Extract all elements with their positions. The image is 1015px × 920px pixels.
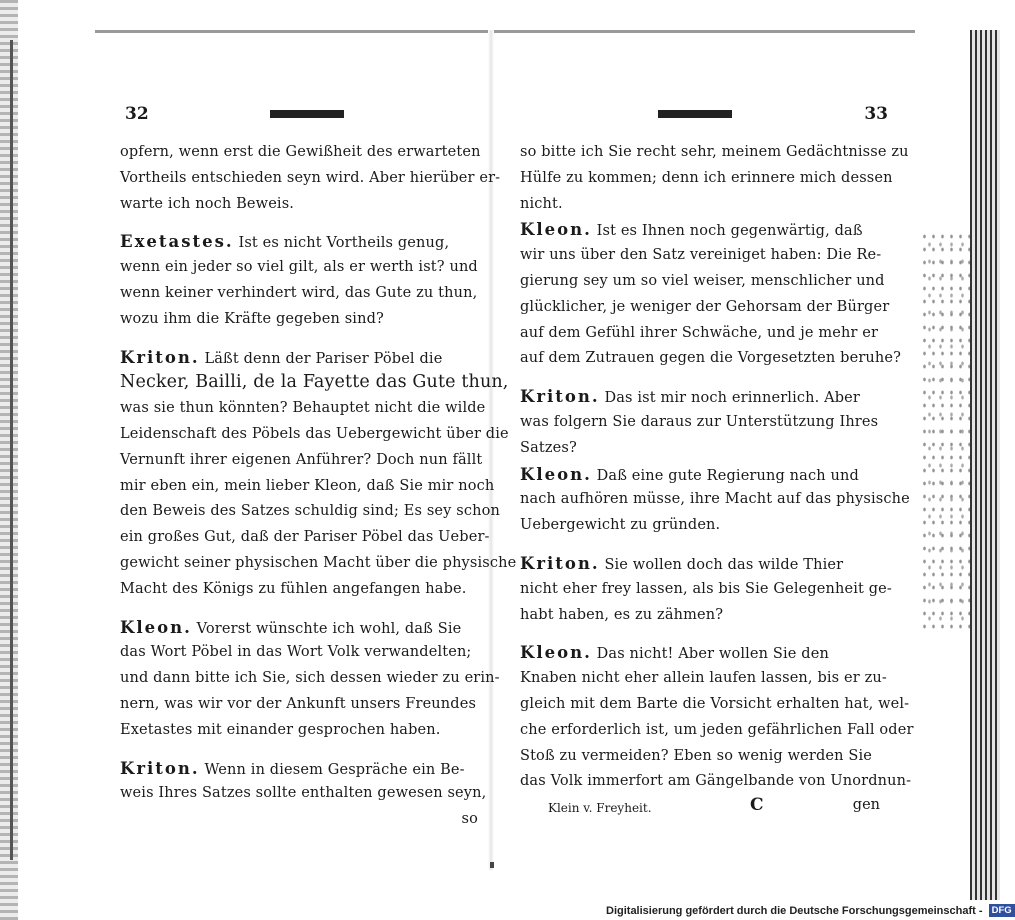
line-text: Vortheils entschieden seyn wird. Aber hierüber er- [120,169,501,186]
text-line [520,346,902,372]
text-line [120,756,480,782]
line-text: Läßt denn der Pariser Pöbel die [204,350,443,367]
left-page [120,100,517,833]
text-line [120,370,509,396]
text-line [520,269,885,295]
line-text: was folgern Sie daraus zur Unterstützung Ihres [520,413,879,430]
page-text [520,140,914,795]
scan-top-edge [95,30,915,33]
text-line [120,577,480,603]
line-text: auf dem Gefühl ihrer Schwäche, und je mehr er [520,324,879,341]
line-text: gierung sey um so viel weiser, menschlicher und [520,272,885,289]
line-text: Wenn in diesem Gespräche ein Be- [204,761,465,778]
text-line [120,166,501,192]
text-line [120,281,480,307]
line-text: Das nicht! Aber wollen Sie den [596,646,829,663]
paragraph-gap [120,744,480,756]
paragraph-gap [120,217,480,229]
text-line [520,243,880,269]
right-page [520,100,914,821]
speaker-name: Kleon. [520,220,592,240]
text-line [120,615,480,641]
text-line [120,474,495,500]
line-text: Necker, Bailli, de la Fayette das Gute thun, [120,372,509,393]
line-text: che erforderlich ist, um jeden gefährlichen Fall oder [520,721,914,738]
text-line [120,551,517,577]
line-text: Knaben nicht eher allein laufen lassen, bis er zu- [520,670,887,687]
text-line [120,666,500,692]
text-line [520,295,890,321]
line-text: wir uns über den Satz vereiniget haben: Die Re- [520,247,882,264]
scan-right-edge [970,30,1000,900]
line-text: und dann bitte ich Sie, sich dessen wieder zu erin- [120,670,500,687]
text-line [120,192,480,218]
line-text: Leidenschaft des Pöbels das Uebergewicht über die [120,425,509,442]
text-line [120,140,480,166]
line-text: wozu ihm die Kräfte gegeben sind? [120,310,384,327]
text-line [520,140,909,166]
line-text: Macht des Königs zu fühlen angefangen habe. [120,580,467,597]
text-line [520,192,880,218]
text-line [120,396,486,422]
speaker-name: Kriton. [120,758,200,778]
header-rule [658,110,732,118]
speaker-name: Kriton. [520,553,600,573]
speaker-name: Kleon. [520,643,592,663]
text-line [520,603,880,629]
text-line [520,436,880,462]
speaker-name: Kriton. [120,347,200,367]
digitization-footer [606,902,1012,920]
scan-mark [490,862,494,868]
line-text: weis Ihres Satzes sollte enthalten gewesen seyn, [120,785,487,802]
text-line [520,769,912,795]
line-text: nach aufhören müsse, ihre Macht auf das physische [520,491,910,508]
text-line [520,384,880,410]
text-line [120,448,483,474]
speaker-name: Kriton. [520,387,600,407]
book-spine [488,30,494,870]
line-text: nicht. [520,195,563,212]
line-text: gewicht seiner physischen Macht über die physische [120,554,517,571]
paragraph-gap [120,603,480,615]
text-line [120,422,509,448]
line-text: Uebergewicht zu gründen. [520,517,721,534]
line-text: was sie thun könnten? Behauptet nicht die wilde [120,400,486,417]
line-text: Sie wollen doch das wilde Thier [604,556,844,573]
line-text: habt haben, es zu zähmen? [520,606,724,623]
speaker-name: Exetastes. [120,232,234,252]
line-text: Vorerst wünschte ich wohl, daß Sie [196,620,462,637]
line-text: warte ich noch Beweis. [120,195,295,212]
text-line [120,640,480,666]
line-text: nern, was wir vor der Ankunft unsers Freundes [120,695,477,712]
line-text: wenn keiner verhindert wird, das Gute zu thun, [120,284,478,301]
text-line [520,217,880,243]
paragraph-gap [120,333,480,345]
page-text [120,140,517,807]
line-text: ein großes Gut, daß der Pariser Pöbel das Ueber- [120,529,490,546]
scan-left-binding [10,40,13,860]
text-line [520,666,887,692]
line-text: Hülfe zu kommen; denn ich erinnere mich dessen [520,169,893,186]
scan-speckle [920,230,970,630]
text-line [120,229,480,255]
line-text: Exetastes mit einander gesprochen haben. [120,721,441,738]
signature-text: Klein v. Freyheit. [548,801,652,816]
line-text: wenn ein jeder so viel gilt, als er werth ist? und [120,259,478,276]
text-line [120,499,500,525]
text-line [520,551,880,577]
text-line [520,321,880,347]
page-number: 33 [864,104,888,124]
line-text: den Beweis des Satzes schuldig sind; Es sey schon [120,503,500,520]
catchword: gen [852,797,880,814]
line-text: Daß eine gute Regierung nach und [596,467,859,484]
footer-text: Digitalisierung gefördert durch die Deutsche Forschungsgemeinschaft - [606,905,983,917]
text-line [520,462,880,488]
page-header [520,100,888,140]
text-line [120,692,480,718]
line-text: mir eben ein, mein lieber Kleon, daß Sie mir noch [120,477,495,494]
text-line [520,744,880,770]
signature-line [520,795,880,821]
signature-mark: C [750,795,764,816]
paragraph-gap [520,628,880,640]
scan-left-edge [0,0,18,920]
text-line [520,577,892,603]
text-line [520,513,880,539]
line-text: Satzes? [520,439,577,456]
line-text: das Volk immerfort am Gängelbande von Unordnun- [520,773,912,790]
line-text: Ist es nicht Vortheils genug, [238,235,450,252]
speaker-name: Kleon. [520,464,592,484]
line-text: Ist es Ihnen noch gegenwärtig, daß [596,223,863,240]
line-text: das Wort Pöbel in das Wort Volk verwandelten; [120,644,472,661]
line-text: Vernunft ihrer eigenen Anführer? Doch nun fällt [120,451,483,468]
speaker-name: Kleon. [120,617,192,637]
line-text: glücklicher, je weniger der Gehorsam der Bürger [520,298,890,315]
line-text: gleich mit dem Barte die Vorsicht erhalten hat, wel- [520,695,910,712]
paragraph-gap [520,372,880,384]
line-text: Das ist mir noch erinnerlich. Aber [604,390,860,407]
page-number: 32 [125,104,149,124]
line-text: auf dem Zutrauen gegen die Vorgesetzten beruhe? [520,350,902,367]
text-line [120,781,487,807]
header-rule [270,110,344,118]
text-line [520,166,893,192]
text-line [520,640,880,666]
text-line [520,692,910,718]
dfg-logo: DFG [989,904,1015,917]
text-line [120,345,480,371]
line-text: nicht eher frey lassen, als bis Sie Gelegenheit ge- [520,580,892,597]
line-text: so bitte ich Sie recht sehr, meinem Gedächtnisse zu [520,144,909,160]
line-text: Stoß zu vermeiden? Eben so wenig werden Sie [520,747,873,764]
text-line [120,525,490,551]
catchword: so [461,811,478,828]
text-line [120,307,480,333]
page-header [120,100,480,140]
text-line [120,718,480,744]
text-line [120,255,480,281]
text-line [520,487,910,513]
paragraph-gap [520,539,880,551]
text-line [520,718,914,744]
text-line [520,410,880,436]
line-text: opfern, wenn erst die Gewißheit des erwarteten [120,144,481,160]
